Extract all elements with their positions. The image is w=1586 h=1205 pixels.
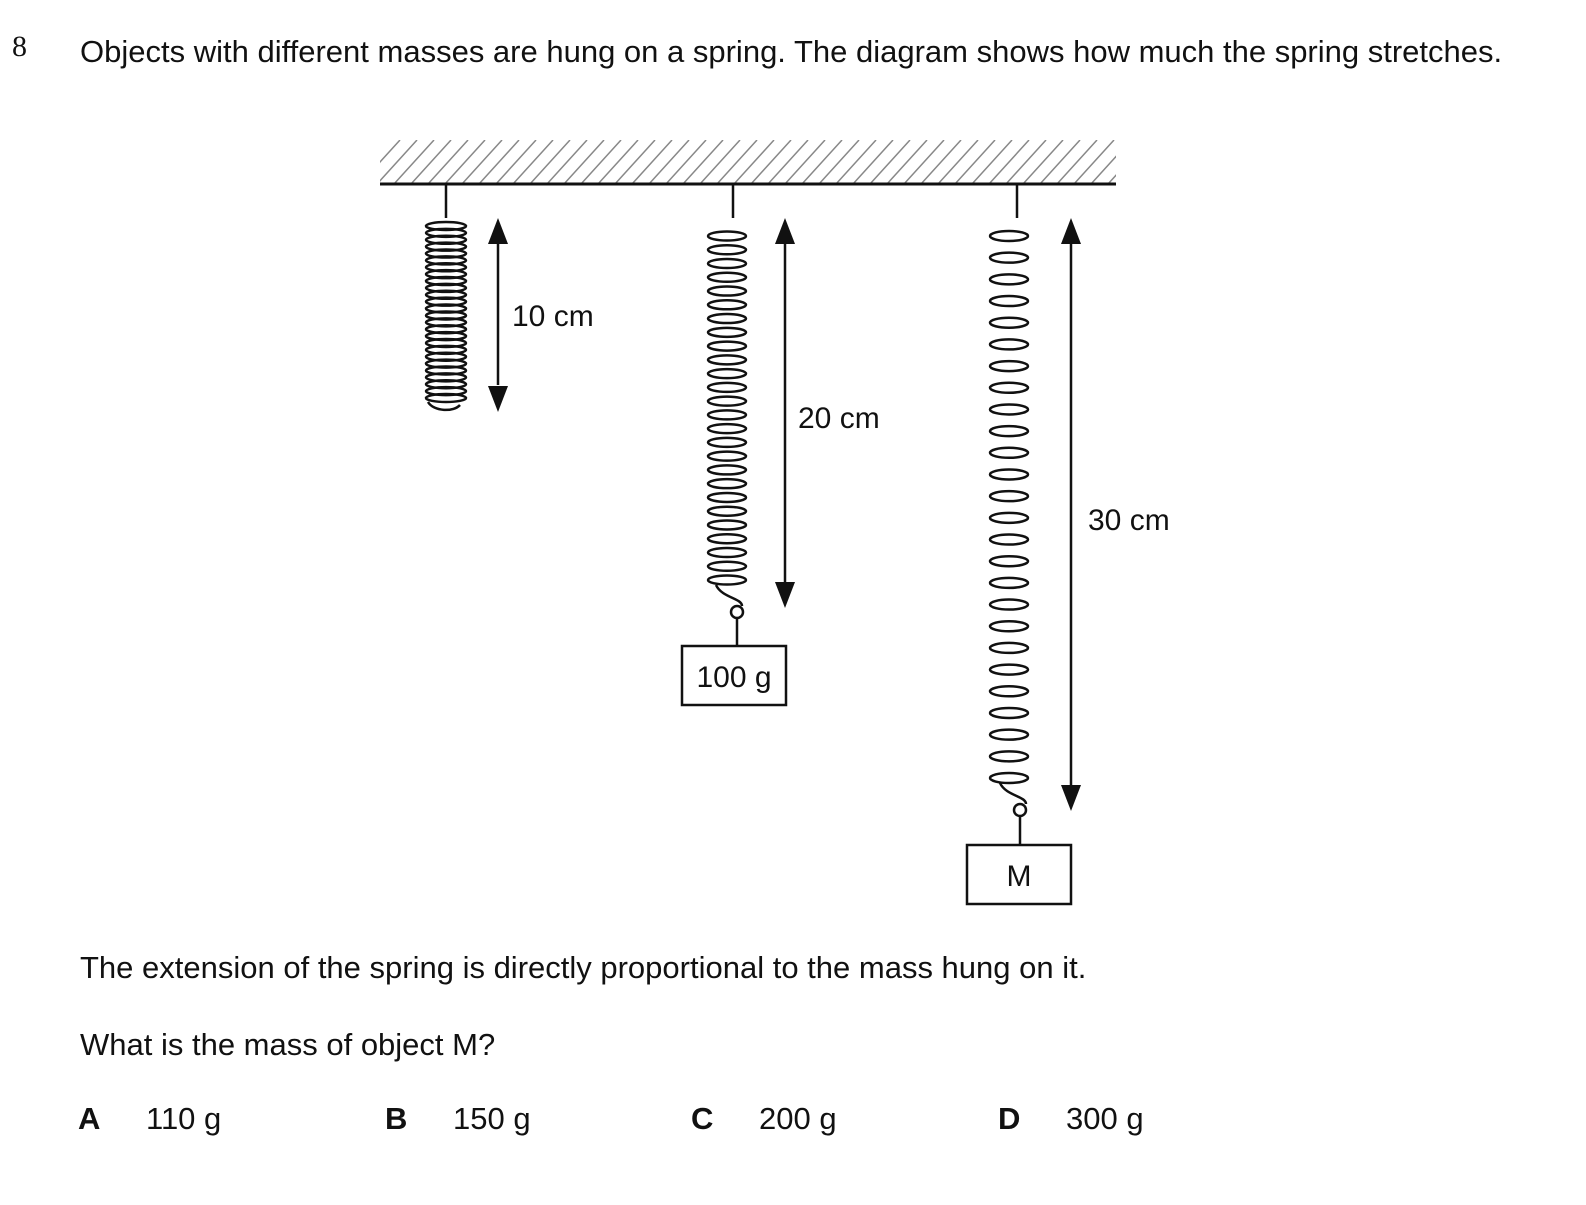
coil [708, 520, 746, 529]
hatch-line [496, 140, 536, 184]
hatch-line [360, 140, 400, 184]
hatch-line [666, 140, 706, 184]
hatch-line [955, 140, 995, 184]
coil [990, 469, 1028, 479]
ceiling [360, 140, 1165, 184]
hatch-line [921, 140, 961, 184]
coil [990, 513, 1028, 523]
question-stem: Objects with different masses are hung on a spring. The diagram shows how much the spring stretches. [80, 34, 1503, 69]
option-d-letter: D [998, 1101, 1021, 1136]
hatch-line [1074, 140, 1114, 184]
hatch-line [649, 140, 689, 184]
hatch-line [853, 140, 893, 184]
coil [708, 314, 746, 323]
proportionality-statement: The extension of the spring is directly proportional to the mass hung on it. [80, 950, 1087, 985]
coil [990, 556, 1028, 566]
hatch-line [836, 140, 876, 184]
hatch-line [581, 140, 621, 184]
hatch-line [530, 140, 570, 184]
hatch-line [462, 140, 502, 184]
coil [990, 535, 1028, 545]
hatch-line [1091, 140, 1131, 184]
coil [990, 231, 1028, 241]
hatch-line [445, 140, 485, 184]
mass-label-100g: 100 g [696, 661, 772, 694]
hatch-line [377, 140, 417, 184]
coil [990, 621, 1028, 631]
spring-mass-m [990, 184, 1028, 845]
coil [708, 424, 746, 433]
coil [990, 404, 1028, 414]
hatch-line [972, 140, 1012, 184]
hatch-line [564, 140, 604, 184]
hatch-line [1057, 140, 1097, 184]
coil [708, 438, 746, 447]
coil [990, 448, 1028, 458]
coil [708, 328, 746, 337]
option-c-text: 200 g [759, 1101, 837, 1136]
hatch-line [734, 140, 774, 184]
coil [708, 479, 746, 488]
coil [990, 665, 1028, 675]
mass-m [967, 845, 1071, 904]
hatch-line [1108, 140, 1148, 184]
mass-label-m: M [1006, 860, 1032, 893]
coil [990, 318, 1028, 328]
option-a-text: 110 g [146, 1101, 222, 1136]
hatch-line [751, 140, 791, 184]
coil [708, 465, 746, 474]
coil [990, 383, 1028, 393]
coil [990, 751, 1028, 761]
coil [708, 369, 746, 378]
coil [426, 394, 466, 402]
coil [990, 426, 1028, 436]
hatch-line [768, 140, 808, 184]
hatch-line [411, 140, 451, 184]
coil [990, 600, 1028, 610]
coil [708, 273, 746, 282]
hatch-line [938, 140, 978, 184]
length-label-1: 10 cm [512, 300, 594, 333]
option-d-text: 300 g [1066, 1101, 1144, 1136]
length-label-3: 30 cm [1088, 504, 1170, 537]
hatch-line [632, 140, 672, 184]
question-prompt: What is the mass of object M? [80, 1027, 496, 1062]
hatch-line [989, 140, 1029, 184]
coil [708, 245, 746, 254]
coil [990, 643, 1028, 653]
coil [708, 383, 746, 392]
coil [708, 232, 746, 241]
coil [990, 708, 1028, 718]
hatch-line [479, 140, 519, 184]
coil [708, 493, 746, 502]
hatch-line [785, 140, 825, 184]
length-label-2: 20 cm [798, 402, 880, 435]
coil [990, 730, 1028, 740]
coil [708, 287, 746, 296]
coil [708, 576, 746, 585]
coil [708, 342, 746, 351]
coil [990, 686, 1028, 696]
hatch-line [683, 140, 723, 184]
hatch-line [819, 140, 859, 184]
coil [990, 339, 1028, 349]
coil [990, 773, 1028, 783]
coil [990, 296, 1028, 306]
option-b-letter: B [385, 1101, 408, 1136]
hatch-line [1006, 140, 1046, 184]
hatch-line [1125, 140, 1165, 184]
arrow-20cm [775, 218, 795, 608]
arrow-30cm [1061, 218, 1081, 811]
option-c[interactable] [691, 1101, 837, 1137]
question-number: 8 [12, 30, 27, 63]
option-b-text: 150 g [453, 1101, 531, 1136]
coil [708, 548, 746, 557]
hatch-line [428, 140, 468, 184]
arrow-10cm [488, 218, 508, 412]
hatch-line [513, 140, 553, 184]
hatch-line [802, 140, 842, 184]
hatch-line [1023, 140, 1063, 184]
hatch-line [887, 140, 927, 184]
hatch-line [547, 140, 587, 184]
hatch-line [598, 140, 638, 184]
coil [708, 259, 746, 268]
spring-100g [708, 184, 746, 645]
coil [708, 534, 746, 543]
coil [708, 452, 746, 461]
option-a-letter: A [78, 1101, 101, 1136]
coil [990, 274, 1028, 284]
coil [990, 253, 1028, 263]
coil [708, 562, 746, 571]
coil [990, 578, 1028, 588]
spring-unloaded [426, 184, 466, 410]
coil [708, 300, 746, 309]
hatch-line [615, 140, 655, 184]
option-d[interactable] [998, 1101, 1144, 1137]
hatch-line [700, 140, 740, 184]
mass-100g [682, 646, 786, 705]
hatch-line [717, 140, 757, 184]
option-a[interactable] [78, 1101, 221, 1137]
hatch-line [904, 140, 944, 184]
coil [990, 491, 1028, 501]
hatch-line [394, 140, 434, 184]
coil [708, 410, 746, 419]
option-b[interactable] [385, 1101, 531, 1137]
coil [990, 361, 1028, 371]
hatch-line [870, 140, 910, 184]
coil [708, 355, 746, 364]
option-c-letter: C [691, 1101, 714, 1136]
coil [708, 397, 746, 406]
coil [708, 507, 746, 516]
hatch-line [1040, 140, 1080, 184]
